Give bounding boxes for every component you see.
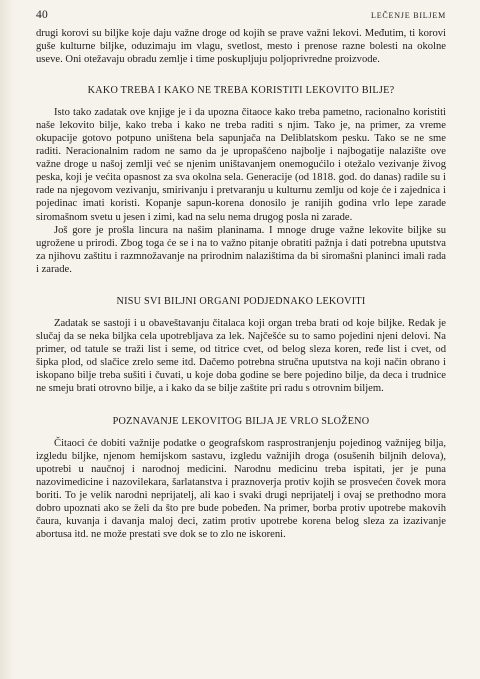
page-number: 40 [36,9,48,21]
running-title: LEČENJE BILJEM [371,11,446,20]
body-text [36,27,446,541]
paragraph-organs: Zadatak se sastoji i u obaveštavanju čitalaca koji organ treba brati od koje biljke. Redak je slučaj da se neka biljka cela upotrebljava za lek. Najčešće su to samo pojedini njeni delovi. Na primer, od tatule se traži list i seme, od titrice cvet, od belog sleza koren, ređe list i cvet, od šipka plod, od slačice zrelo seme itd. Dačemo potrebna stručna uputstva na koji način obrano i iskopano bilje treba sušiti i čuvati, u koje doba godine se bere pojedino bilje, da deca i trudnice ne smeju brati otrovno bilje, a i kako da se bilje zaštite pri radu s otrovnim biljem. [36,317,446,394]
page-header [36,9,446,21]
paragraph-usage: Isto tako zadatak ove knjige je i da upozna čitaoce kako treba pametno, racionalno koristiti naše lekovito bilje, kako treba i kako ne treba raditi s njim. Tako je, na primer, za vreme okupacije gotovo potpuno uništena bela sapunjača na Deliblatskom pesku. Tako se ne sme raditi. Neracionalnim radom ne samo da je upropašćeno najbolje i najbogatije nalazište ove važne droge u našoj zemlji već se njenim uništavanjem onemogućilo i otežalo vezivanje živog peska, koji je većita opasnost za sva okolna sela. Generacije (od 1818. god. do danas) radile su i rade na njegovom vezivanju, smirivanju i pretvaranju u kulturnu zemlju od koje će i zajednica i pojedinac imati koristi. Kopanje sapun-korena donosilo je ranijih godina vrlo lepe zarade siromašnom svetu u jesen i zimi, kad na selu nema drugog posla ni zarade. [36,107,446,223]
section-heading-usage: KAKO TREBA I KAKO NE TREBA KORISTITI LEKOVITO BILJE? [87,85,395,97]
section-heading-organs: NISU SVI BILJNI ORGANI PODJEDNAKO LEKOVITI [116,295,366,307]
paragraph-intro: drugi korovi su biljke koje daju važne droge od kojih se prave važni lekovi. Međutim, ti korovi guše kulturne biljke, oduzimaju im vlagu, svetlost, mesto i prenose razne bolesti na okolne useve. Oni otežavaju obradu zemlje i time poskupljuju poljoprivredne proizvode. [36,28,446,66]
section-heading-knowledge: POZNAVANJE LEKOVITOG BILJA JE VRLO SLOŽENO [112,416,370,428]
page-edge-shadow [0,0,14,679]
paragraph-knowledge: Čitaoci će dobiti važnije podatke o geografskom rasprostranjenju pojedinog važnijeg bilja, izgledu biljke, njenom hemijskom sastavu, izgledu važnijih droga (osušenih biljnih delova), upotrebi u naučnoj i narodnoj medicini. Narodnu medicinu treba ispitati, jer je puna nazovimedicine i nazovilekara, šarlatanstva i praznoverja protiv kojih se prosvećen čovek mora boriti. To je velik narodni neprijatelj, ali kao i svaki drugi neprijatelj i ovaj se prethodno mora dobro upoznati ako se želi da što pre bude pobeđen. Na primer, borba protiv upotrebe makovih čaura, kuvanja i davanja maloj deci, zatim protiv upotrebe korena belog sleza za izazivanje abortusa itd. ne može prestati sve dok se to zlo ne iskoreni. [36,438,446,541]
paragraph-lincura: Još gore je prošla lincura na našim planinama. I mnoge druge važne lekovite biljke su ugrožene u prirodi. Zbog toga će se i na to važno pitanje obratiti pažnja i dati potrebna uputstva za njihovu zaštitu i razmnožavanje na prirodnim nalazištima da bi siromašni planinci imali rada i zarade. [36,224,446,275]
